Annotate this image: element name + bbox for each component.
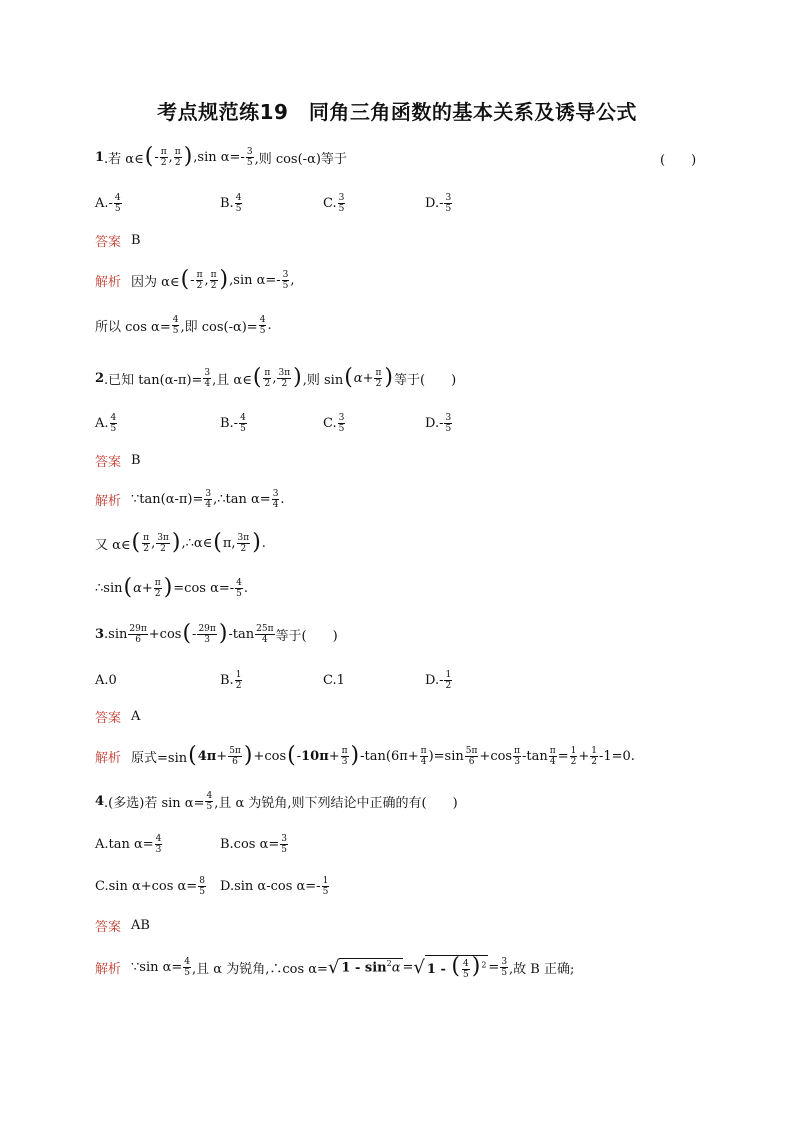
answer-3: 答案 A: [95, 708, 141, 726]
question-1: 1 .若 α∈ ( - $\frac{\pi}{2}$ , $\frac{\pi}{2}$ ) ,sin α=- $\frac{3}{5}$ ,则 cos(-α)等于: [95, 144, 347, 169]
option-d: D.- $\frac{3}{5}$: [425, 192, 452, 214]
option-c: C. $\frac{3}{5}$: [323, 412, 345, 434]
option-b: B. $\frac{4}{5}$: [220, 192, 242, 214]
analysis-2-line-3: ∴sin ( α + $\frac{\pi}{2}$ ) =cos α=- $\frac{4}{5}$ .: [95, 575, 249, 600]
question-number: 1: [95, 149, 105, 165]
analysis-1-line-2: 所以 cos α= $\frac{4}{5}$ ,即 cos(-α)= $\frac{4}{5}$ .: [95, 314, 272, 336]
option-a: A. $\frac{4}{5}$: [95, 412, 117, 434]
option-a: A.tan α= $\frac{4}{3}$: [95, 833, 162, 855]
option-b: B.cos α= $\frac{3}{5}$: [220, 833, 288, 855]
option-a: A.- $\frac{4}{5}$: [95, 192, 121, 214]
option-b: B. $\frac{1}{2}$: [220, 669, 242, 691]
question-3: 3 .sin $\frac{29\pi}{6}$ +cos ( - $\frac{29\pi}{3}$ ) -tan $\frac{25\pi}{4}$ 等于( ): [95, 621, 338, 646]
option-b: B.- $\frac{4}{5}$: [220, 412, 246, 434]
analysis-1-line-1: 解析 因为 α∈ ( - $\frac{\pi}{2}$ , $\frac{\pi}{2}$ ) ,sin α=- $\frac{3}{5}$ ,: [95, 267, 295, 292]
answer-4: 答案 AB: [95, 917, 150, 935]
option-d: D.- $\frac{3}{5}$: [425, 412, 452, 434]
option-d: D.- $\frac{1}{2}$: [425, 669, 452, 691]
answer-bracket: ( ): [660, 153, 697, 168]
analysis-2-line-2: 又 α∈ ( $\frac{\pi}{2}$ , $\frac{3\pi}{2}$ ) ,∴α∈ ( π, $\frac{3\pi}{2}$ ) .: [95, 530, 266, 555]
question-2: 2 .已知 tan(α-π)= $\frac{3}{4}$ ,且 α∈ ( $\frac{\pi}{2}$ , $\frac{3\pi}{2}$ ) ,则 sin ( α + $\frac{\pi}{2}$ ) 等于( ): [95, 365, 457, 390]
option-c: C. $\frac{3}{5}$: [323, 192, 345, 214]
page-title: 考点规范练19 同角三角函数的基本关系及诱导公式: [157, 100, 637, 124]
analysis-4: 解析 ∵sin α= $\frac{4}{5}$ ,且 α 为锐角,∴cos α= √ $1 - \sin^2\alpha$ = √ 1 - ( $\frac{4}{5}$ )$^2$ = $\frac{3}{5}$ ,故 B 正确;: [95, 953, 575, 980]
option-c: C.sin α+cos α= $\frac{8}{5}$: [95, 875, 205, 897]
analysis-3: 解析 原式=sin ( 4π + $\frac{5\pi}{6}$ ) +cos ( - 10π + $\frac{\pi}{3}$ ) -tan(6π+ $\frac{\pi}{4}$ )=sin $\frac{5\pi}{6}$ +cos $\frac{\pi}{3}$ -tan $\frac{\pi}{4}$ = $\frac{1}{2}$ + $\frac{1}{2}$ -1=0.: [95, 743, 635, 768]
answer-1: 答案 B: [95, 232, 141, 250]
option-d: D.sin α-cos α=- $\frac{1}{5}$: [220, 875, 329, 897]
analysis-2-line-1: 解析 ∵tan(α-π)= $\frac{3}{4}$ ,∴tan α= $\frac{3}{4}$ .: [95, 488, 285, 510]
option-a: A.0: [95, 672, 117, 688]
option-c: C.1: [323, 672, 345, 688]
answer-2: 答案 B: [95, 452, 141, 470]
question-4: 4 .(多选)若 sin α= $\frac{4}{5}$ ,且 α 为锐角,则下列结论中正确的有( ): [95, 790, 458, 812]
